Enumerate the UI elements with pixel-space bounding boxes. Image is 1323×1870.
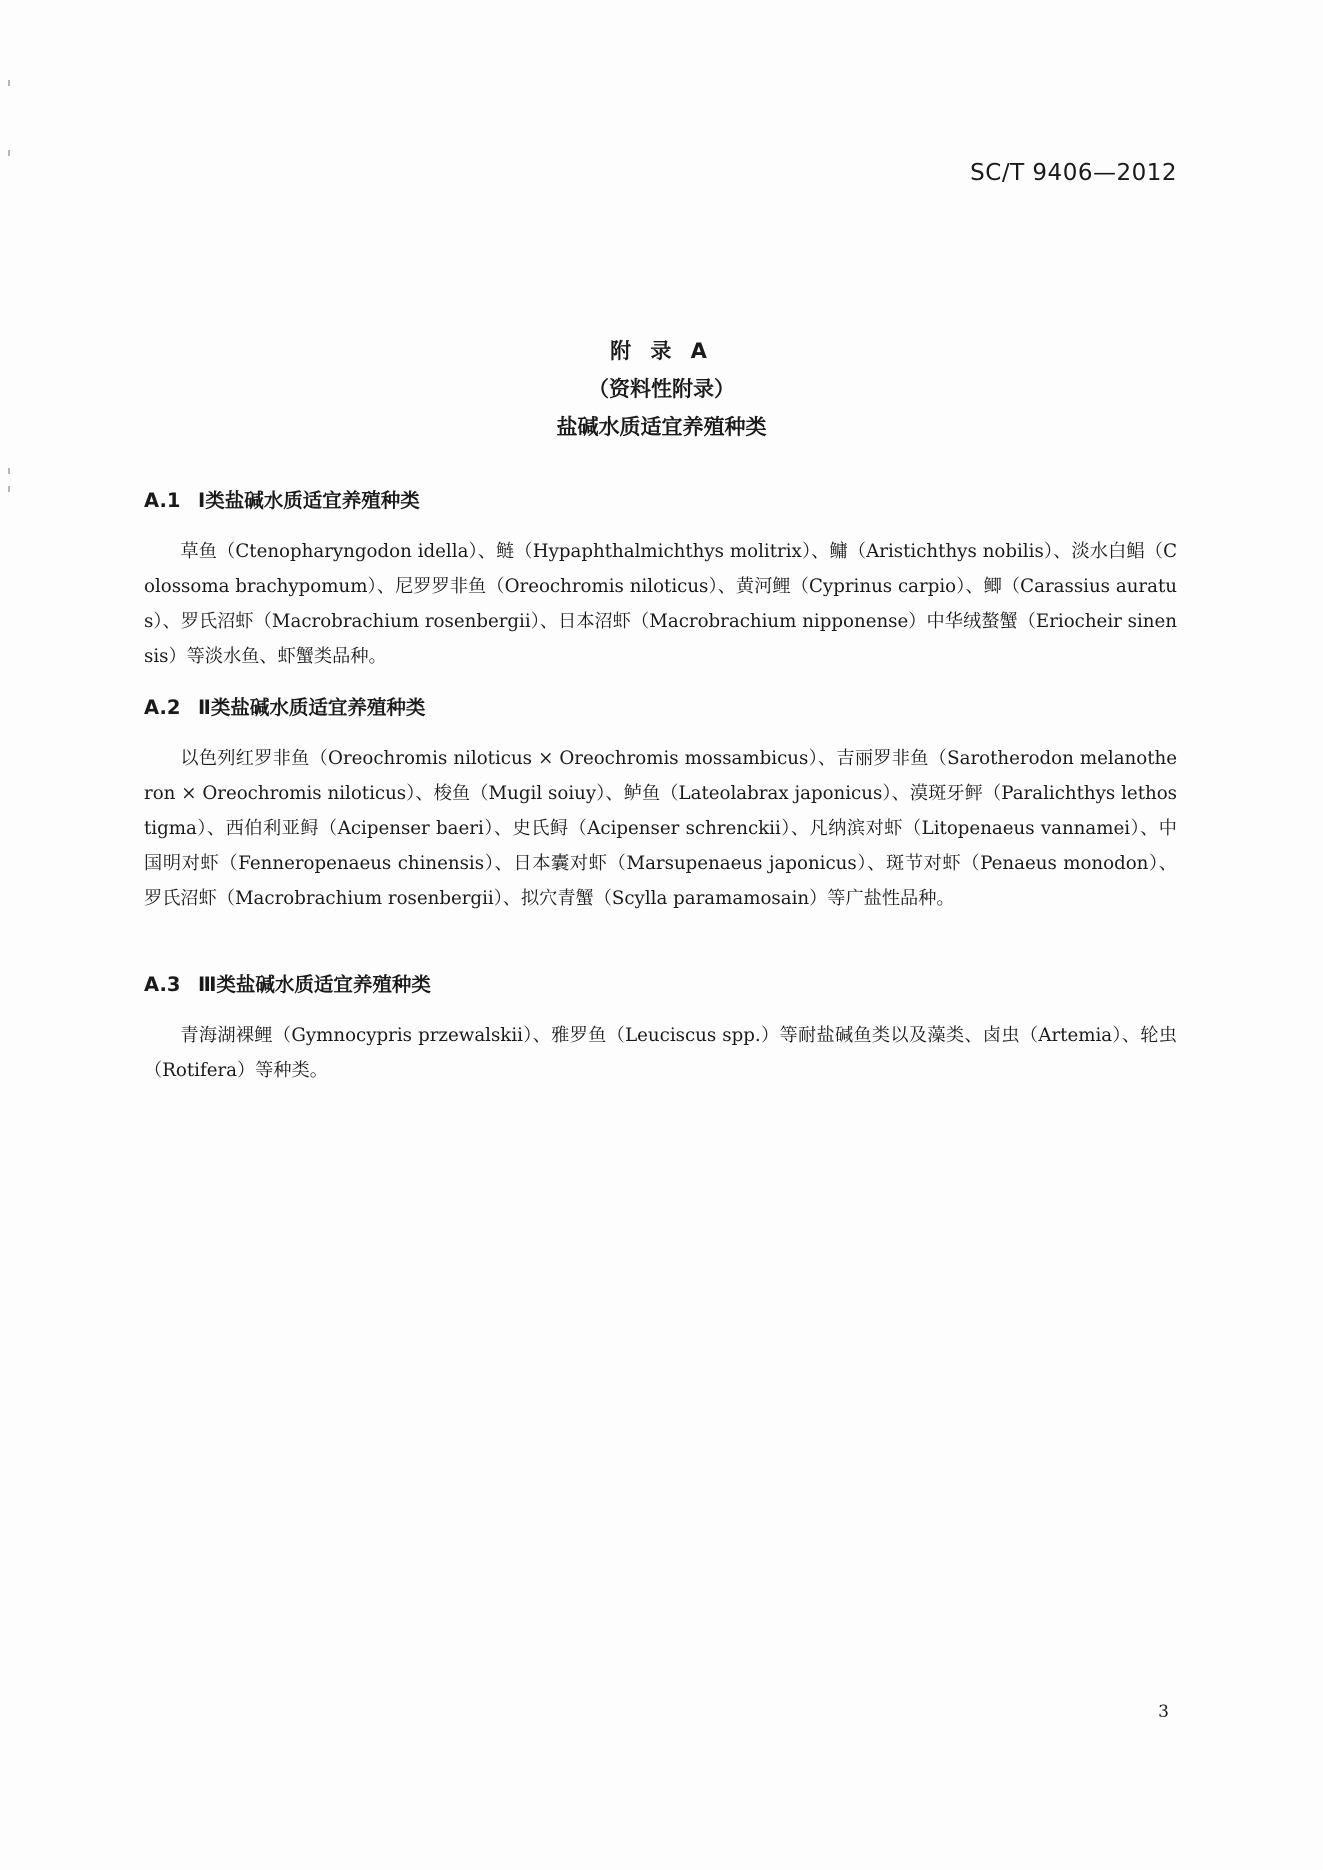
section-heading [144,693,1177,723]
section-paragraph: 以色列红罗非鱼（Oreochromis niloticus × Oreochromis mossambicus）、吉丽罗非鱼（Sarotherodon melanotheron × Oreochromis niloticus）、梭鱼（Mugil soiuy）、鲈鱼（Lateolabrax japonicus）、漠斑牙鲆（Paralichthys lethostigma）、西伯利亚鲟（Acipenser baeri）、史氏鲟（Acipenser schrenckii）、凡纳滨对虾（Litopenaeus vannamei）、中国明对虾（Fenneropenaeus chinensis）、日本囊对虾（Marsupenaeus japonicus）、斑节对虾（Penaeus monodon）、罗氏沼虾（Macrobrachium rosenbergii）、拟穴青蟹（Scylla paramamosain）等广盐性品种。 [144,748,1177,909]
section-title: Ⅱ类盐碱水质适宜养殖种类 [198,696,426,719]
section-number: A.3 [144,973,181,996]
section-title: Ⅲ类盐碱水质适宜养殖种类 [198,973,431,996]
section-heading [144,970,1177,1000]
scan-artifact [8,486,10,492]
scan-artifact [8,468,10,474]
scan-artifact [8,150,10,156]
annex-subject: 盐碱水质适宜养殖种类 [556,415,767,439]
section-number: A.2 [144,696,181,719]
annex-nature: （资料性附录） [588,377,735,401]
standard-code: SC/T 9406—2012 [970,160,1177,186]
annex-title: 附 录 A [610,339,713,363]
section-a3 [144,970,1177,1088]
section-number: A.1 [144,489,181,512]
scan-artifact [8,80,10,86]
section-heading [144,486,1177,516]
section-a2 [144,693,1177,916]
section-a1 [144,486,1177,674]
section-paragraph: 青海湖裸鲤（Gymnocypris przewalskii）、雅罗鱼（Leuciscus spp.）等耐盐碱鱼类以及藻类、卤虫（Artemia）、轮虫（Rotifera）等种类。 [144,1025,1177,1081]
annex-heading [0,332,1323,446]
page-number: 3 [1158,1702,1169,1722]
section-title: Ⅰ类盐碱水质适宜养殖种类 [198,489,420,512]
section-paragraph: 草鱼（Ctenopharyngodon idella）、鲢（Hypaphthalmichthys molitrix）、鳙（Aristichthys nobilis）、淡水白鲳（Colossoma brachypomum）、尼罗罗非鱼（Oreochromis niloticus）、黄河鲤（Cyprinus carpio）、鲫（Carassius auratus）、罗氏沼虾（Macrobrachium rosenbergii）、日本沼虾（Macrobrachium nipponense）中华绒螯蟹（Eriocheir sinensis）等淡水鱼、虾蟹类品种。 [144,541,1177,667]
